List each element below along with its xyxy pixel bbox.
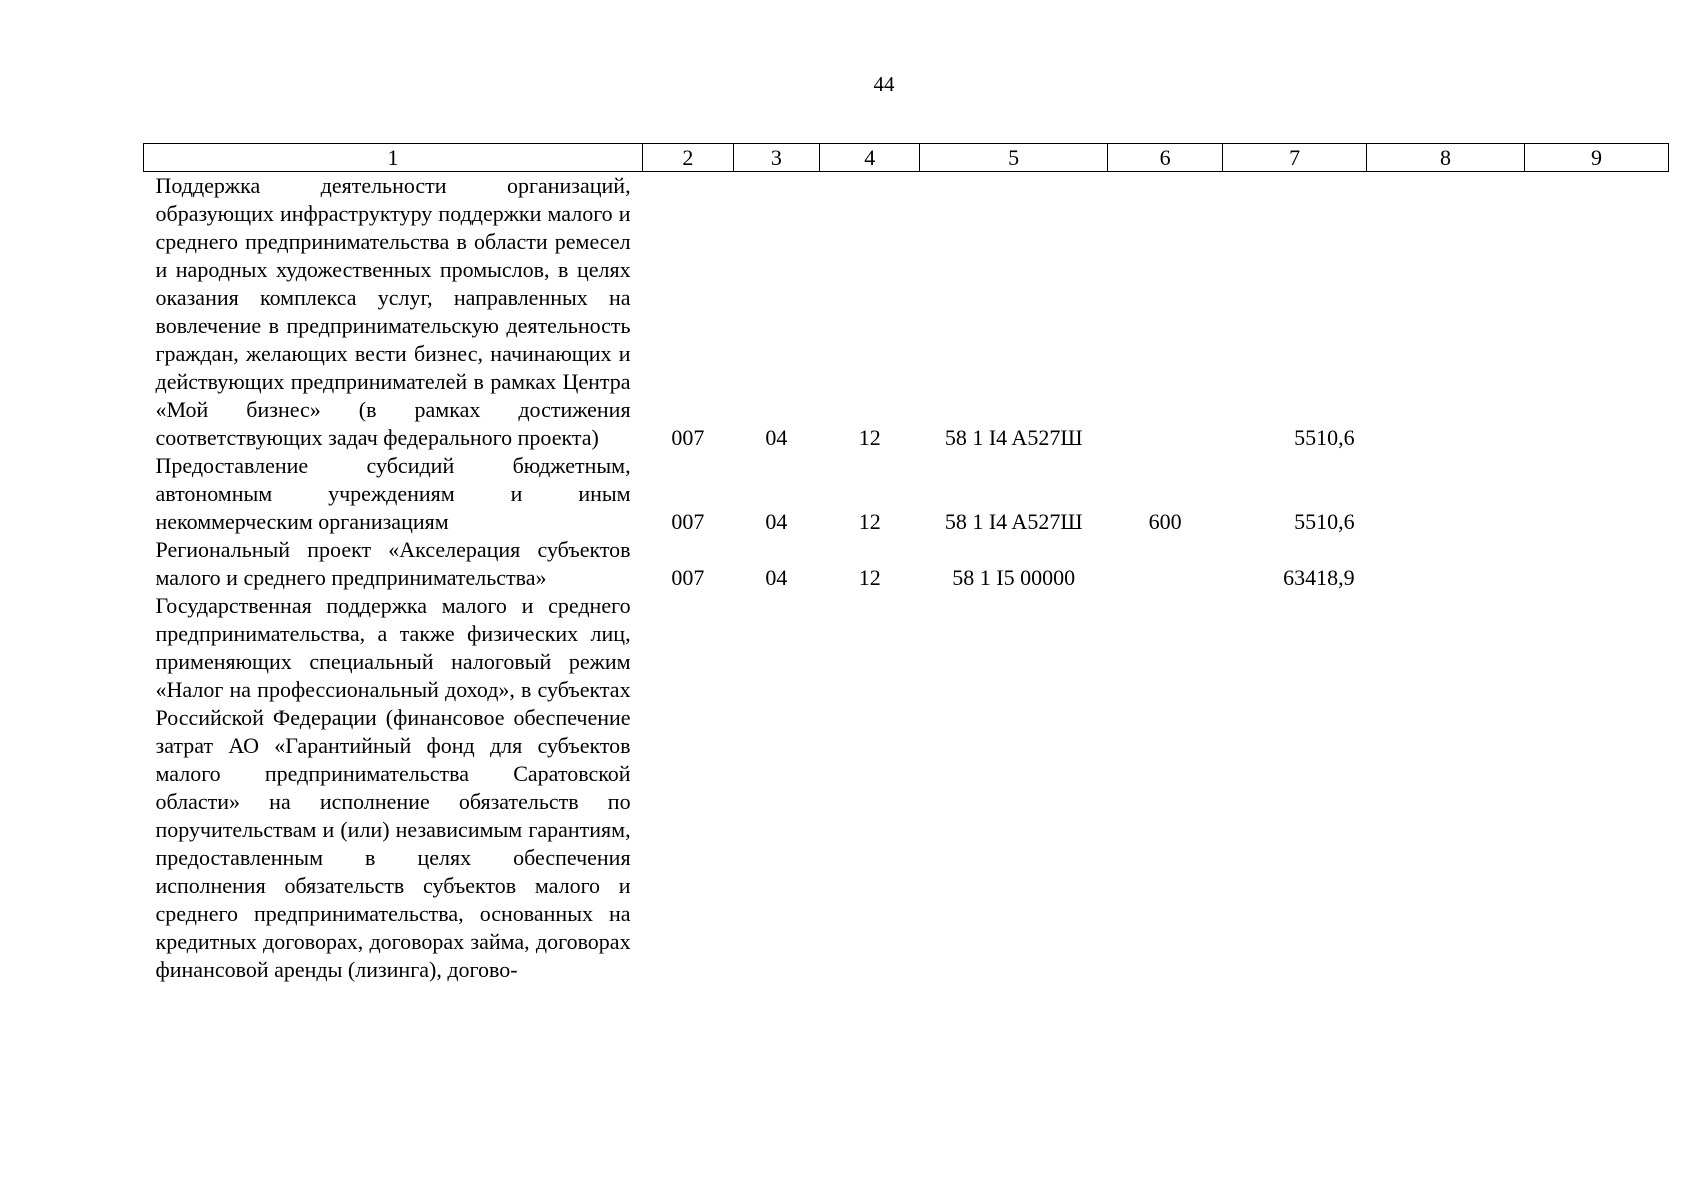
row-subsection-code: 12 [858,565,881,590]
row-amount: 5510,6 [1294,425,1355,450]
row-empty-cell [820,592,920,984]
row-target-article: 58 1 I4 A527Ш [944,509,1083,534]
row-expense-type [1108,172,1223,453]
row-empty-cell [1524,592,1668,984]
row-amount: 63418,9 [1283,565,1355,590]
header-col-2: 2 [643,144,734,172]
row-expense-type: 600 [1148,509,1182,534]
header-row [144,144,1669,172]
row-col-8 [1367,172,1525,453]
row-target-article: 58 1 I5 00000 [952,565,1076,590]
row-description: Предоставление субсидий бюджетным, автономным учреждениям и иным некоммерческим организациям [155,453,631,534]
row-description: Государственная поддержка малого и среднего предпринимательства, а также физических лиц, применяющих специальный налоговый режим «Налог на профессиональный доход», в субъектах Российской Федерации (финансовое обеспечение затрат АО «Гарантийный фонд для субъектов малого предпринимательства Саратовской области» на исполнение обязательств по поручительствам и (или) независимым гарантиям, предоставленным в целях обеспечения исполнения обязательств субъектов малого и среднего предпринимательства, основанных на кредитных договорах, договорах займа, договорах финансовой аренды (лизинга), догово- [155,593,631,982]
row-amount: 5510,6 [1294,509,1355,534]
row-empty-cell [1108,592,1223,984]
budget-table [143,143,1669,984]
row-empty-cell [733,592,819,984]
row-subsection-code: 12 [858,509,881,534]
header-col-7: 7 [1223,144,1367,172]
row-description: Поддержка деятельности организаций, образующих инфраструктуру поддержки малого и среднего предпринимательства в области ремесел и народных художественных промыслов, в целях оказания комплекса услуг, направленных на вовлечение в предпринимательскую деятельность граждан, желающих вести бизнес, начинающих и действующих предпринимателей в рамках Центра «Мой бизнес» (в рамках достижения соответствующих задач федерального проекта) [155,173,631,450]
header-col-8: 8 [1367,144,1525,172]
row-ministry-code: 007 [671,509,705,534]
row-col-9 [1524,536,1668,592]
row-col-8 [1367,536,1525,592]
row-subsection-code: 12 [858,425,881,450]
row-empty-cell [1223,592,1367,984]
page-number: 44 [873,72,895,96]
header-col-3: 3 [733,144,819,172]
row-ministry-code: 007 [671,425,705,450]
row-section-code: 04 [765,509,788,534]
row-col-9 [1524,452,1668,536]
row-ministry-code: 007 [671,565,705,590]
row-empty-cell [920,592,1108,984]
header-col-1: 1 [144,144,643,172]
table-row [144,452,1669,536]
row-empty-cell [1367,592,1525,984]
row-description: Региональный проект «Акселерация субъектов малого и среднего предпринимательства» [155,537,631,590]
table-row [144,172,1669,453]
row-expense-type [1108,536,1223,592]
row-section-code: 04 [765,425,788,450]
row-col-9 [1524,172,1668,453]
row-target-article: 58 1 I4 A527Ш [944,425,1083,450]
row-col-8 [1367,452,1525,536]
table-row [144,536,1669,592]
row-section-code: 04 [765,565,788,590]
header-col-9: 9 [1524,144,1668,172]
row-empty-cell [643,592,734,984]
table-row [144,592,1669,984]
header-col-6: 6 [1108,144,1223,172]
header-col-4: 4 [820,144,920,172]
header-col-5: 5 [920,144,1108,172]
